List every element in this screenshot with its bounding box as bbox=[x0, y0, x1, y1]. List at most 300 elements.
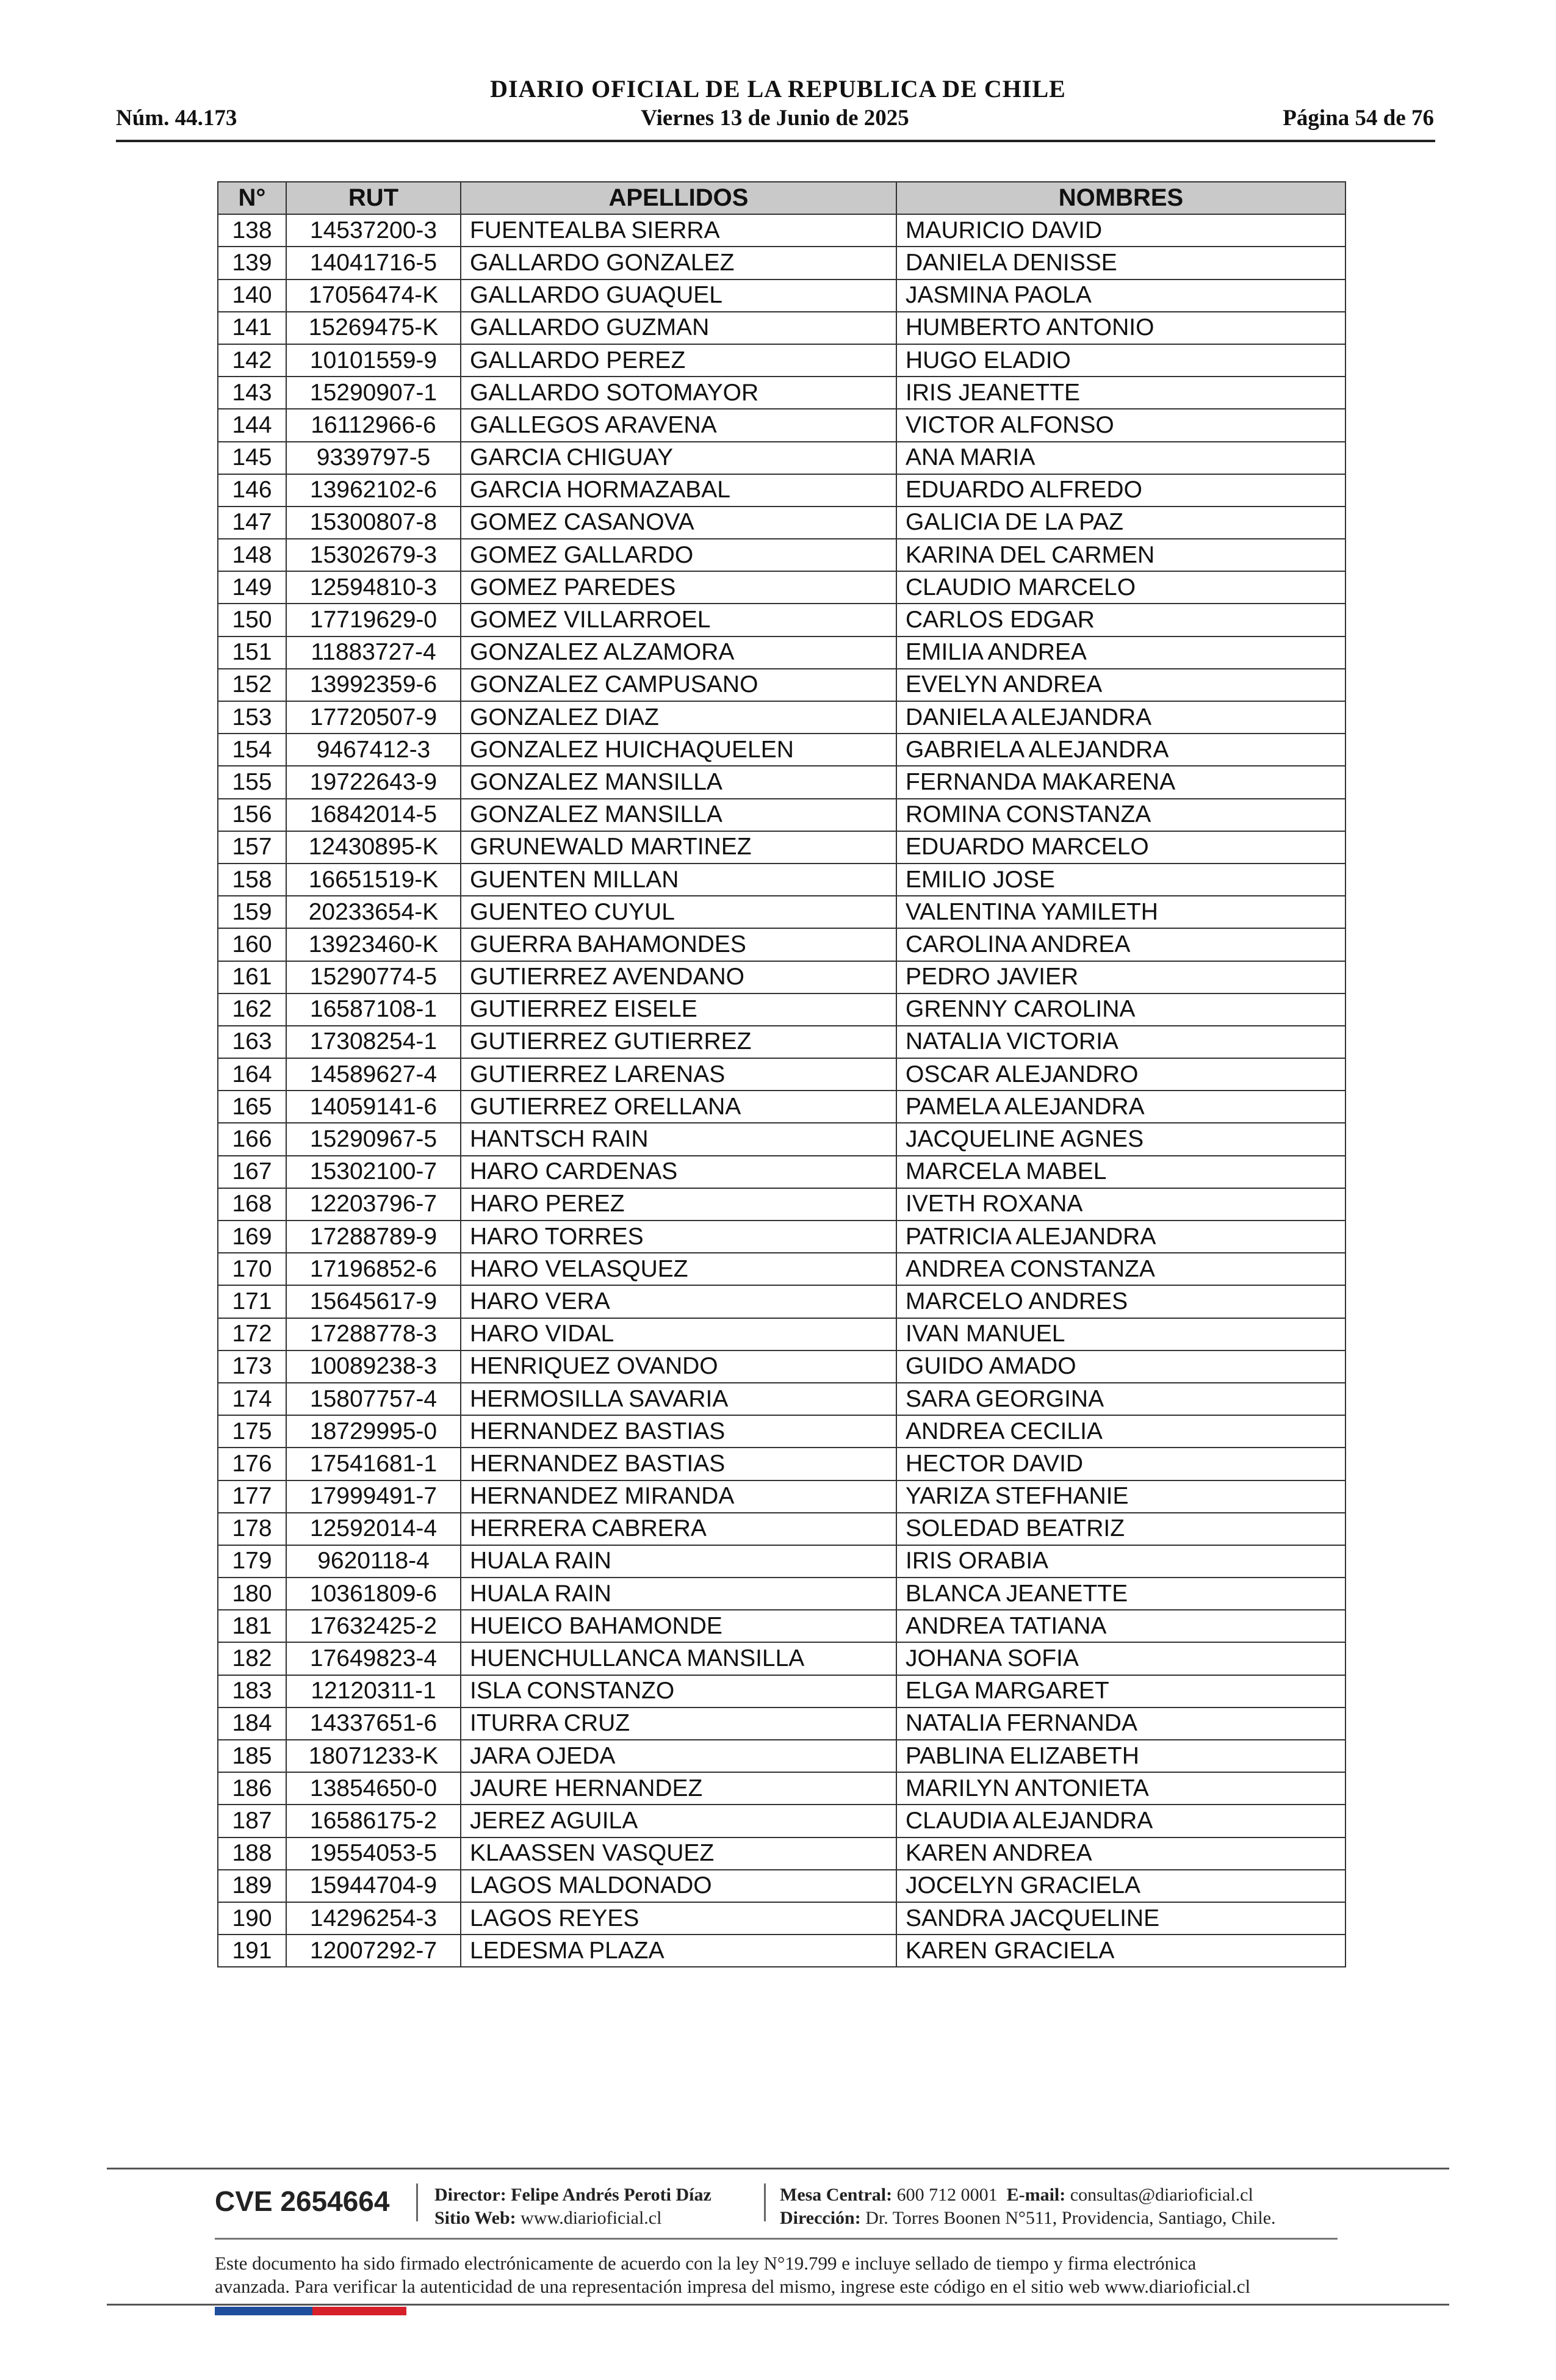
row-number: 162 bbox=[218, 993, 286, 1026]
row-number: 150 bbox=[218, 604, 286, 636]
apellidos-cell: ISLA CONSTANZO bbox=[461, 1675, 896, 1707]
row-number: 159 bbox=[218, 896, 286, 928]
publication-title: DIARIO OFICIAL DE LA REPUBLICA DE CHILE bbox=[490, 75, 1066, 103]
rut-cell: 17649823-4 bbox=[286, 1642, 461, 1675]
row-number: 167 bbox=[218, 1156, 286, 1188]
rut-cell: 14041716-5 bbox=[286, 247, 461, 279]
row-number: 140 bbox=[218, 279, 286, 312]
table-row bbox=[218, 669, 1345, 701]
apellidos-cell: GUTIERREZ EISELE bbox=[461, 993, 896, 1026]
footer-separator bbox=[764, 2183, 766, 2221]
nombres-cell: EDUARDO ALFREDO bbox=[896, 474, 1345, 507]
rut-cell: 15300807-8 bbox=[286, 507, 461, 539]
rut-cell: 15269475-K bbox=[286, 312, 461, 344]
row-number: 139 bbox=[218, 247, 286, 279]
apellidos-cell: HANTSCH RAIN bbox=[461, 1123, 896, 1155]
rut-cell: 17056474-K bbox=[286, 279, 461, 312]
row-number: 179 bbox=[218, 1545, 286, 1578]
footer-divider-top bbox=[107, 2168, 1449, 2169]
phone-value: 600 712 0001 bbox=[896, 2185, 998, 2205]
phone-label: Mesa Central: bbox=[780, 2185, 893, 2205]
nombres-cell: DANIELA ALEJANDRA bbox=[896, 701, 1345, 734]
apellidos-cell: HERNANDEZ MIRANDA bbox=[461, 1480, 896, 1513]
web-label: Sitio Web: bbox=[434, 2208, 516, 2228]
row-number: 184 bbox=[218, 1707, 286, 1740]
apellidos-cell: GONZALEZ HUICHAQUELEN bbox=[461, 734, 896, 766]
nombres-cell: SARA GEORGINA bbox=[896, 1383, 1345, 1415]
nombres-cell: CLAUDIO MARCELO bbox=[896, 571, 1345, 604]
table-row bbox=[218, 993, 1345, 1026]
table-row bbox=[218, 1318, 1345, 1350]
row-number: 183 bbox=[218, 1675, 286, 1707]
apellidos-cell: GALLEGOS ARAVENA bbox=[461, 409, 896, 441]
table-row bbox=[218, 1285, 1345, 1318]
rut-cell: 12120311-1 bbox=[286, 1675, 461, 1707]
table-row bbox=[218, 474, 1345, 507]
apellidos-cell: HUEICO BAHAMONDE bbox=[461, 1610, 896, 1642]
table-row bbox=[218, 896, 1345, 928]
row-number: 148 bbox=[218, 539, 286, 571]
apellidos-cell: GOMEZ GALLARDO bbox=[461, 539, 896, 571]
nombres-cell: GALICIA DE LA PAZ bbox=[896, 507, 1345, 539]
rut-cell: 14589627-4 bbox=[286, 1058, 461, 1091]
rut-cell: 13854650-0 bbox=[286, 1772, 461, 1805]
nombres-cell: EMILIA ANDREA bbox=[896, 636, 1345, 669]
row-number: 158 bbox=[218, 864, 286, 896]
table-row bbox=[218, 214, 1345, 247]
rut-cell: 14537200-3 bbox=[286, 214, 461, 247]
apellidos-cell: ITURRA CRUZ bbox=[461, 1707, 896, 1740]
apellidos-cell: GALLARDO GUZMAN bbox=[461, 312, 896, 344]
nombres-cell: PABLINA ELIZABETH bbox=[896, 1740, 1345, 1772]
table-row bbox=[218, 1707, 1345, 1740]
table-row bbox=[218, 344, 1345, 377]
row-number: 166 bbox=[218, 1123, 286, 1155]
nombres-cell: CLAUDIA ALEJANDRA bbox=[896, 1805, 1345, 1837]
apellidos-cell: GRUNEWALD MARTINEZ bbox=[461, 831, 896, 864]
web-link[interactable]: www.diarioficial.cl bbox=[520, 2208, 662, 2228]
table-row bbox=[218, 1480, 1345, 1513]
apellidos-cell: HERRERA CABRERA bbox=[461, 1513, 896, 1545]
row-number: 153 bbox=[218, 701, 286, 734]
apellidos-cell: HARO VELASQUEZ bbox=[461, 1253, 896, 1285]
rut-cell: 19554053-5 bbox=[286, 1837, 461, 1870]
table-row bbox=[218, 1026, 1345, 1058]
nombres-cell: PEDRO JAVIER bbox=[896, 961, 1345, 993]
table-row bbox=[218, 1675, 1345, 1707]
row-number: 141 bbox=[218, 312, 286, 344]
rut-cell: 16651519-K bbox=[286, 864, 461, 896]
row-number: 181 bbox=[218, 1610, 286, 1642]
rut-cell: 15302100-7 bbox=[286, 1156, 461, 1188]
apellidos-cell: HUALA RAIN bbox=[461, 1545, 896, 1578]
apellidos-cell: GUENTEO CUYUL bbox=[461, 896, 896, 928]
table-row bbox=[218, 1935, 1345, 1967]
table-row bbox=[218, 1448, 1345, 1480]
table-row bbox=[218, 1545, 1345, 1578]
column-header-nombres: NOMBRES bbox=[896, 182, 1345, 214]
apellidos-cell: HERNANDEZ BASTIAS bbox=[461, 1448, 896, 1480]
rut-cell: 12203796-7 bbox=[286, 1188, 461, 1221]
rut-cell: 20233654-K bbox=[286, 896, 461, 928]
column-header-number: N° bbox=[218, 182, 286, 214]
row-number: 174 bbox=[218, 1383, 286, 1415]
address-value: Dr. Torres Boonen N°511, Providencia, Santiago, Chile. bbox=[865, 2208, 1276, 2228]
rut-cell: 17632425-2 bbox=[286, 1610, 461, 1642]
rut-cell: 12592014-4 bbox=[286, 1513, 461, 1545]
director-name: Felipe Andrés Peroti Díaz bbox=[511, 2185, 711, 2205]
table-row bbox=[218, 831, 1345, 864]
issue-date: Viernes 13 de Junio de 2025 bbox=[641, 106, 909, 131]
registry-table bbox=[217, 181, 1346, 1967]
row-number: 146 bbox=[218, 474, 286, 507]
table-row bbox=[218, 1188, 1345, 1221]
issue-number: Núm. 44.173 bbox=[116, 106, 237, 131]
apellidos-cell: HARO PEREZ bbox=[461, 1188, 896, 1221]
nombres-cell: MAURICIO DAVID bbox=[896, 214, 1345, 247]
nombres-cell: HECTOR DAVID bbox=[896, 1448, 1345, 1480]
apellidos-cell: GUTIERREZ ORELLANA bbox=[461, 1091, 896, 1123]
nombres-cell: KAREN ANDREA bbox=[896, 1837, 1345, 1870]
rut-cell: 15807757-4 bbox=[286, 1383, 461, 1415]
nombres-cell: CAROLINA ANDREA bbox=[896, 928, 1345, 961]
nombres-cell: IVAN MANUEL bbox=[896, 1318, 1345, 1350]
table-row bbox=[218, 442, 1345, 474]
apellidos-cell: GONZALEZ MANSILLA bbox=[461, 799, 896, 831]
apellidos-cell: JARA OJEDA bbox=[461, 1740, 896, 1772]
table-row bbox=[218, 864, 1345, 896]
director-label: Director: bbox=[434, 2185, 506, 2205]
table-row bbox=[218, 1383, 1345, 1415]
rut-cell: 17288789-9 bbox=[286, 1221, 461, 1253]
rut-cell: 15944704-9 bbox=[286, 1870, 461, 1902]
rut-cell: 16586175-2 bbox=[286, 1805, 461, 1837]
contact-block bbox=[780, 2183, 1276, 2230]
nombres-cell: PATRICIA ALEJANDRA bbox=[896, 1221, 1345, 1253]
apellidos-cell: HUALA RAIN bbox=[461, 1578, 896, 1610]
apellidos-cell: GONZALEZ DIAZ bbox=[461, 701, 896, 734]
nombres-cell: JASMINA PAOLA bbox=[896, 279, 1345, 312]
apellidos-cell: GUTIERREZ GUTIERREZ bbox=[461, 1026, 896, 1058]
rut-cell: 13962102-6 bbox=[286, 474, 461, 507]
rut-cell: 19722643-9 bbox=[286, 766, 461, 798]
row-number: 177 bbox=[218, 1480, 286, 1513]
apellidos-cell: GONZALEZ CAMPUSANO bbox=[461, 669, 896, 701]
row-number: 144 bbox=[218, 409, 286, 441]
rut-cell: 16112966-6 bbox=[286, 409, 461, 441]
nombres-cell: JOHANA SOFIA bbox=[896, 1642, 1345, 1675]
table-row bbox=[218, 571, 1345, 604]
nombres-cell: CARLOS EDGAR bbox=[896, 604, 1345, 636]
table-row bbox=[218, 1156, 1345, 1188]
rut-cell: 10101559-9 bbox=[286, 344, 461, 377]
row-number: 180 bbox=[218, 1578, 286, 1610]
apellidos-cell: GONZALEZ MANSILLA bbox=[461, 766, 896, 798]
row-number: 151 bbox=[218, 636, 286, 669]
table-row bbox=[218, 1221, 1345, 1253]
page-indicator: Página 54 de 76 bbox=[1283, 106, 1434, 131]
row-number: 138 bbox=[218, 214, 286, 247]
row-number: 175 bbox=[218, 1415, 286, 1448]
footer-divider-bottom bbox=[107, 2304, 1449, 2306]
director-block bbox=[434, 2183, 711, 2230]
rut-cell: 17719629-0 bbox=[286, 604, 461, 636]
table-header-row bbox=[218, 182, 1345, 214]
apellidos-cell: HENRIQUEZ OVANDO bbox=[461, 1350, 896, 1383]
nombres-cell: MARCELA MABEL bbox=[896, 1156, 1345, 1188]
apellidos-cell: HARO TORRES bbox=[461, 1221, 896, 1253]
row-number: 178 bbox=[218, 1513, 286, 1545]
table-row bbox=[218, 1058, 1345, 1091]
row-number: 154 bbox=[218, 734, 286, 766]
header-row bbox=[116, 105, 1434, 135]
rut-cell: 18729995-0 bbox=[286, 1415, 461, 1448]
nombres-cell: PAMELA ALEJANDRA bbox=[896, 1091, 1345, 1123]
apellidos-cell: JAURE HERNANDEZ bbox=[461, 1772, 896, 1805]
table-row bbox=[218, 1091, 1345, 1123]
table-row bbox=[218, 1513, 1345, 1545]
apellidos-cell: HERNANDEZ BASTIAS bbox=[461, 1415, 896, 1448]
apellidos-cell: HARO VIDAL bbox=[461, 1318, 896, 1350]
row-number: 182 bbox=[218, 1642, 286, 1675]
nombres-cell: MARCELO ANDRES bbox=[896, 1285, 1345, 1318]
email-link[interactable]: consultas@diarioficial.cl bbox=[1070, 2185, 1253, 2205]
nombres-cell: OSCAR ALEJANDRO bbox=[896, 1058, 1345, 1091]
row-number: 168 bbox=[218, 1188, 286, 1221]
rut-cell: 14296254-3 bbox=[286, 1902, 461, 1935]
row-number: 191 bbox=[218, 1935, 286, 1967]
table-row bbox=[218, 604, 1345, 636]
row-number: 142 bbox=[218, 344, 286, 377]
apellidos-cell: LAGOS MALDONADO bbox=[461, 1870, 896, 1902]
apellidos-cell: HARO VERA bbox=[461, 1285, 896, 1318]
rut-cell: 17720507-9 bbox=[286, 701, 461, 734]
rut-cell: 16587108-1 bbox=[286, 993, 461, 1026]
footer-divider-mid bbox=[215, 2238, 1338, 2240]
apellidos-cell: KLAASSEN VASQUEZ bbox=[461, 1837, 896, 1870]
row-number: 164 bbox=[218, 1058, 286, 1091]
table-row bbox=[218, 507, 1345, 539]
apellidos-cell: GUENTEN MILLAN bbox=[461, 864, 896, 896]
apellidos-cell: HUENCHULLANCA MANSILLA bbox=[461, 1642, 896, 1675]
table-row bbox=[218, 928, 1345, 961]
nombres-cell: NATALIA FERNANDA bbox=[896, 1707, 1345, 1740]
table-row bbox=[218, 1610, 1345, 1642]
table-row bbox=[218, 1837, 1345, 1870]
nombres-cell: GABRIELA ALEJANDRA bbox=[896, 734, 1345, 766]
nombres-cell: ANDREA CECILIA bbox=[896, 1415, 1345, 1448]
table-row bbox=[218, 1902, 1345, 1935]
nombres-cell: VICTOR ALFONSO bbox=[896, 409, 1345, 441]
row-number: 155 bbox=[218, 766, 286, 798]
rut-cell: 17308254-1 bbox=[286, 1026, 461, 1058]
row-number: 187 bbox=[218, 1805, 286, 1837]
row-number: 170 bbox=[218, 1253, 286, 1285]
nombres-cell: JACQUELINE AGNES bbox=[896, 1123, 1345, 1155]
apellidos-cell: GARCIA CHIGUAY bbox=[461, 442, 896, 474]
column-header-rut: RUT bbox=[286, 182, 461, 214]
rut-cell: 15290907-1 bbox=[286, 377, 461, 409]
apellidos-cell: LEDESMA PLAZA bbox=[461, 1935, 896, 1967]
rut-cell: 18071233-K bbox=[286, 1740, 461, 1772]
address-label: Dirección: bbox=[780, 2208, 861, 2228]
row-number: 160 bbox=[218, 928, 286, 961]
row-number: 169 bbox=[218, 1221, 286, 1253]
rut-cell: 14337651-6 bbox=[286, 1707, 461, 1740]
column-header-apellidos: APELLIDOS bbox=[461, 182, 896, 214]
nombres-cell: JOCELYN GRACIELA bbox=[896, 1870, 1345, 1902]
legal-line: Este documento ha sido firmado electrónicamente de acuerdo con la ley N°19.799 e incluye sellado de tiempo y firma electrónica bbox=[215, 2252, 1197, 2274]
flag-stripe-red bbox=[312, 2307, 406, 2315]
apellidos-cell: HERMOSILLA SAVARIA bbox=[461, 1383, 896, 1415]
rut-cell: 13923460-K bbox=[286, 928, 461, 961]
apellidos-cell: JEREZ AGUILA bbox=[461, 1805, 896, 1837]
row-number: 147 bbox=[218, 507, 286, 539]
nombres-cell: FERNANDA MAKARENA bbox=[896, 766, 1345, 798]
row-number: 185 bbox=[218, 1740, 286, 1772]
row-number: 163 bbox=[218, 1026, 286, 1058]
apellidos-cell: GOMEZ CASANOVA bbox=[461, 507, 896, 539]
nombres-cell: ROMINA CONSTANZA bbox=[896, 799, 1345, 831]
apellidos-cell: FUENTEALBA SIERRA bbox=[461, 214, 896, 247]
row-number: 165 bbox=[218, 1091, 286, 1123]
rut-cell: 17999491-7 bbox=[286, 1480, 461, 1513]
nombres-cell: VALENTINA YAMILETH bbox=[896, 896, 1345, 928]
row-number: 152 bbox=[218, 669, 286, 701]
apellidos-cell: GALLARDO PEREZ bbox=[461, 344, 896, 377]
table-row bbox=[218, 1415, 1345, 1448]
row-number: 157 bbox=[218, 831, 286, 864]
table-row bbox=[218, 1772, 1345, 1805]
flag-stripe-blue bbox=[215, 2307, 312, 2315]
rut-cell: 10361809-6 bbox=[286, 1578, 461, 1610]
row-number: 190 bbox=[218, 1902, 286, 1935]
apellidos-cell: GALLARDO SOTOMAYOR bbox=[461, 377, 896, 409]
apellidos-cell: HARO CARDENAS bbox=[461, 1156, 896, 1188]
nombres-cell: HUGO ELADIO bbox=[896, 344, 1345, 377]
rut-cell: 16842014-5 bbox=[286, 799, 461, 831]
rut-cell: 17196852-6 bbox=[286, 1253, 461, 1285]
table-row bbox=[218, 799, 1345, 831]
rut-cell: 9467412-3 bbox=[286, 734, 461, 766]
nombres-cell: ANDREA CONSTANZA bbox=[896, 1253, 1345, 1285]
table-row bbox=[218, 766, 1345, 798]
row-number: 156 bbox=[218, 799, 286, 831]
table-row bbox=[218, 409, 1345, 441]
row-number: 173 bbox=[218, 1350, 286, 1383]
row-number: 176 bbox=[218, 1448, 286, 1480]
table-row bbox=[218, 961, 1345, 993]
table-row bbox=[218, 247, 1345, 279]
table-row bbox=[218, 701, 1345, 734]
nombres-cell: GRENNY CAROLINA bbox=[896, 993, 1345, 1026]
legal-notice bbox=[215, 2252, 1344, 2298]
rut-cell: 10089238-3 bbox=[286, 1350, 461, 1383]
rut-cell: 17541681-1 bbox=[286, 1448, 461, 1480]
apellidos-cell: GOMEZ PAREDES bbox=[461, 571, 896, 604]
nombres-cell: KAREN GRACIELA bbox=[896, 1935, 1345, 1967]
apellidos-cell: GALLARDO GONZALEZ bbox=[461, 247, 896, 279]
row-number: 149 bbox=[218, 571, 286, 604]
table-row bbox=[218, 1740, 1345, 1772]
row-number: 161 bbox=[218, 961, 286, 993]
row-number: 145 bbox=[218, 442, 286, 474]
rut-cell: 15302679-3 bbox=[286, 539, 461, 571]
nombres-cell: IRIS ORABIA bbox=[896, 1545, 1345, 1578]
table-row bbox=[218, 1253, 1345, 1285]
table-row bbox=[218, 312, 1345, 344]
apellidos-cell: GUTIERREZ AVENDANO bbox=[461, 961, 896, 993]
rut-cell: 15290967-5 bbox=[286, 1123, 461, 1155]
nombres-cell: EVELYN ANDREA bbox=[896, 669, 1345, 701]
nombres-cell: ANDREA TATIANA bbox=[896, 1610, 1345, 1642]
nombres-cell: YARIZA STEFHANIE bbox=[896, 1480, 1345, 1513]
footer-separator bbox=[416, 2183, 418, 2221]
rut-cell: 9620118-4 bbox=[286, 1545, 461, 1578]
nombres-cell: GUIDO AMADO bbox=[896, 1350, 1345, 1383]
nombres-cell: EMILIO JOSE bbox=[896, 864, 1345, 896]
nombres-cell: EDUARDO MARCELO bbox=[896, 831, 1345, 864]
rut-cell: 9339797-5 bbox=[286, 442, 461, 474]
table-row bbox=[218, 1123, 1345, 1155]
apellidos-cell: GONZALEZ ALZAMORA bbox=[461, 636, 896, 669]
row-number: 171 bbox=[218, 1285, 286, 1318]
nombres-cell: SANDRA JACQUELINE bbox=[896, 1902, 1345, 1935]
nombres-cell: IRIS JEANETTE bbox=[896, 377, 1345, 409]
nombres-cell: DANIELA DENISSE bbox=[896, 247, 1345, 279]
rut-cell: 11883727-4 bbox=[286, 636, 461, 669]
apellidos-cell: GALLARDO GUAQUEL bbox=[461, 279, 896, 312]
apellidos-cell: LAGOS REYES bbox=[461, 1902, 896, 1935]
table-row bbox=[218, 377, 1345, 409]
nombres-cell: ELGA MARGARET bbox=[896, 1675, 1345, 1707]
rut-cell: 15290774-5 bbox=[286, 961, 461, 993]
row-number: 186 bbox=[218, 1772, 286, 1805]
rut-cell: 12430895-K bbox=[286, 831, 461, 864]
table-row bbox=[218, 279, 1345, 312]
table-row bbox=[218, 1642, 1345, 1675]
nombres-cell: NATALIA VICTORIA bbox=[896, 1026, 1345, 1058]
apellidos-cell: GARCIA HORMAZABAL bbox=[461, 474, 896, 507]
legal-line: avanzada. Para verificar la autenticidad de una representación impresa del mismo, ingrese este código en el sitio web www.diarioficial.cl bbox=[215, 2276, 1251, 2297]
nombres-cell: ANA MARIA bbox=[896, 442, 1345, 474]
nombres-cell: KARINA DEL CARMEN bbox=[896, 539, 1345, 571]
table-row bbox=[218, 1870, 1345, 1902]
table-row bbox=[218, 636, 1345, 669]
cve-code: CVE 2654664 bbox=[215, 2185, 390, 2217]
rut-cell: 15645617-9 bbox=[286, 1285, 461, 1318]
table-row bbox=[218, 1350, 1345, 1383]
apellidos-cell: GUTIERREZ LARENAS bbox=[461, 1058, 896, 1091]
rut-cell: 17288778-3 bbox=[286, 1318, 461, 1350]
row-number: 188 bbox=[218, 1837, 286, 1870]
apellidos-cell: GUERRA BAHAMONDES bbox=[461, 928, 896, 961]
table-row bbox=[218, 1578, 1345, 1610]
row-number: 172 bbox=[218, 1318, 286, 1350]
apellidos-cell: GOMEZ VILLARROEL bbox=[461, 604, 896, 636]
row-number: 143 bbox=[218, 377, 286, 409]
rut-cell: 12007292-7 bbox=[286, 1935, 461, 1967]
row-number: 189 bbox=[218, 1870, 286, 1902]
nombres-cell: BLANCA JEANETTE bbox=[896, 1578, 1345, 1610]
table-row bbox=[218, 734, 1345, 766]
nombres-cell: IVETH ROXANA bbox=[896, 1188, 1345, 1221]
nombres-cell: SOLEDAD BEATRIZ bbox=[896, 1513, 1345, 1545]
email-label: E-mail: bbox=[1006, 2185, 1066, 2205]
nombres-cell: HUMBERTO ANTONIO bbox=[896, 312, 1345, 344]
rut-cell: 12594810-3 bbox=[286, 571, 461, 604]
nombres-cell: MARILYN ANTONIETA bbox=[896, 1772, 1345, 1805]
